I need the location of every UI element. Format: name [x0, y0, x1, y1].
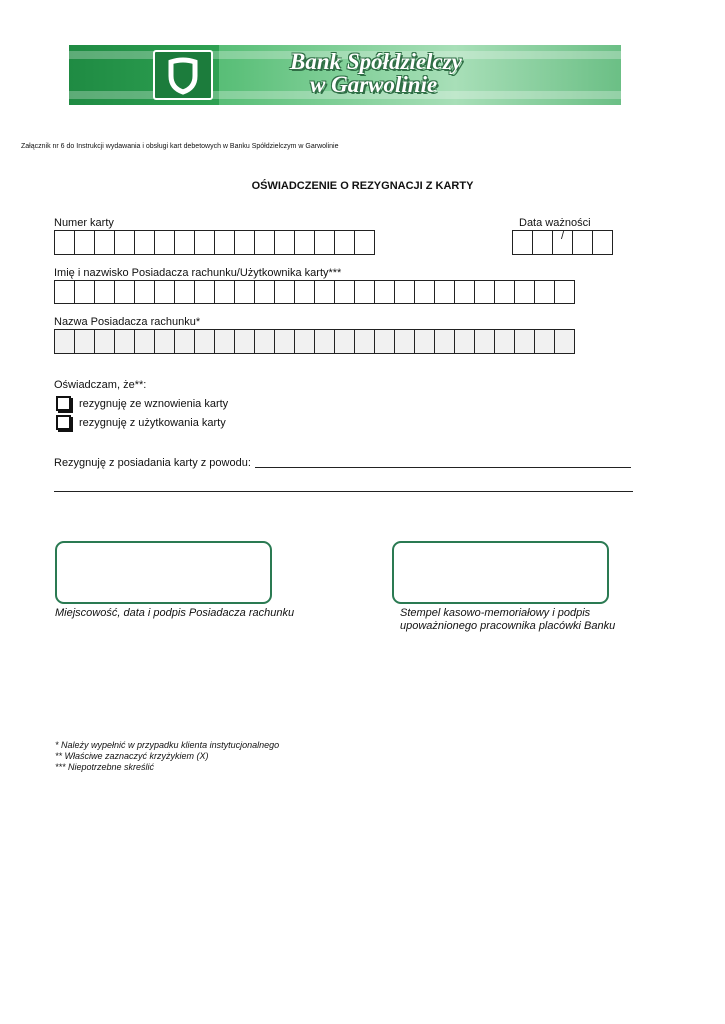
character-cell[interactable] — [175, 231, 195, 254]
footnote-2: ** Właściwe zaznaczyć krzyżykiem (X) — [55, 751, 209, 761]
document-title: OŚWIADCZENIE O REZYGNACJI Z KARTY — [251, 180, 474, 192]
option-usage[interactable] — [56, 415, 226, 430]
character-cell[interactable] — [415, 330, 435, 353]
bank-banner — [69, 45, 621, 105]
character-cell[interactable] — [255, 281, 275, 303]
card-number-field[interactable] — [54, 230, 375, 255]
character-cell[interactable] — [75, 330, 95, 353]
character-cell[interactable] — [555, 330, 575, 353]
character-cell[interactable] — [375, 330, 395, 353]
character-cell[interactable] — [515, 281, 535, 303]
character-cell[interactable] — [555, 281, 575, 303]
character-cell[interactable] — [375, 281, 395, 303]
character-cell[interactable] — [215, 231, 235, 254]
character-cell[interactable] — [235, 231, 255, 254]
reason-input-line[interactable] — [255, 467, 631, 468]
character-cell[interactable] — [535, 330, 555, 353]
character-cell[interactable] — [95, 281, 115, 303]
character-cell[interactable] — [315, 281, 335, 303]
character-cell[interactable] — [515, 330, 535, 353]
character-cell[interactable] — [435, 330, 455, 353]
character-cell[interactable] — [155, 330, 175, 353]
bank-stamp-caption-line1: Stempel kasowo-memoriałowy i podpis — [400, 607, 591, 619]
footnote-1: * Należy wypełnić w przypadku klienta instytucjonalnego — [55, 740, 280, 750]
character-cell[interactable] — [475, 281, 495, 303]
character-cell[interactable] — [255, 231, 275, 254]
expiry-label: Data ważności — [519, 217, 591, 229]
character-cell[interactable] — [75, 231, 95, 254]
character-cell[interactable] — [435, 281, 455, 303]
character-cell[interactable] — [195, 330, 215, 353]
holder-name-field[interactable] — [54, 280, 575, 304]
character-cell[interactable] — [573, 231, 593, 254]
option-renewal[interactable] — [56, 396, 228, 411]
character-cell[interactable] — [335, 231, 355, 254]
character-cell[interactable] — [215, 330, 235, 353]
bank-name-line2: w Garwolinie — [310, 72, 438, 97]
renewal-checkbox[interactable] — [56, 396, 71, 411]
character-cell[interactable] — [455, 281, 475, 303]
holder-signature-box[interactable] — [55, 541, 272, 604]
character-cell[interactable] — [95, 231, 115, 254]
character-cell[interactable] — [55, 281, 75, 303]
account-owner-field[interactable] — [54, 329, 575, 354]
character-cell[interactable] — [295, 330, 315, 353]
character-cell[interactable] — [235, 281, 255, 303]
character-cell[interactable] — [95, 330, 115, 353]
character-cell[interactable] — [135, 281, 155, 303]
character-cell[interactable] — [75, 281, 95, 303]
character-cell[interactable] — [295, 231, 315, 254]
holder-name-label: Imię i nazwisko Posiadacza rachunku/Użytkownika karty*** — [54, 267, 342, 279]
character-cell[interactable] — [155, 231, 175, 254]
character-cell[interactable] — [395, 281, 415, 303]
character-cell[interactable] — [195, 281, 215, 303]
character-cell[interactable] — [513, 231, 533, 254]
character-cell[interactable] — [255, 330, 275, 353]
character-cell[interactable] — [275, 281, 295, 303]
character-cell[interactable] — [55, 330, 75, 353]
character-cell[interactable] — [355, 330, 375, 353]
usage-checkbox[interactable] — [56, 415, 71, 430]
bank-stamp-caption-line2: upoważnionego pracownika placówki Banku — [400, 620, 616, 632]
reason-label: Rezygnuję z posiadania karty z powodu: — [54, 457, 251, 469]
character-cell[interactable] — [295, 281, 315, 303]
usage-label: rezygnuję z użytkowania karty — [79, 416, 226, 429]
bank-name-line1: Bank Spółdzielczy — [290, 49, 462, 74]
character-cell[interactable] — [135, 231, 155, 254]
card-number-label: Numer karty — [54, 217, 114, 229]
character-cell[interactable] — [275, 330, 295, 353]
character-cell[interactable] — [215, 281, 235, 303]
character-cell[interactable] — [535, 281, 555, 303]
footnote-3: *** Niepotrzebne skreślić — [55, 762, 155, 772]
character-cell[interactable] — [195, 231, 215, 254]
renewal-label: rezygnuję ze wznowienia karty — [79, 397, 229, 410]
character-cell[interactable] — [55, 231, 75, 254]
character-cell[interactable] — [355, 281, 375, 303]
character-cell[interactable] — [275, 231, 295, 254]
character-cell[interactable] — [415, 281, 435, 303]
character-cell[interactable] — [455, 330, 475, 353]
character-cell[interactable] — [155, 281, 175, 303]
character-cell[interactable] — [235, 330, 255, 353]
character-cell[interactable] — [495, 330, 515, 353]
character-cell[interactable] — [355, 231, 375, 254]
character-cell[interactable] — [115, 281, 135, 303]
shield-logo-icon — [153, 50, 213, 100]
character-cell[interactable] — [115, 330, 135, 353]
character-cell[interactable] — [395, 330, 415, 353]
holder-signature-caption: Miejscowość, data i podpis Posiadacza rachunku — [55, 607, 295, 619]
expiry-separator: / — [561, 230, 565, 242]
declare-label: Oświadczam, że**: — [54, 379, 147, 391]
character-cell[interactable] — [175, 330, 195, 353]
character-cell[interactable] — [315, 330, 335, 353]
character-cell[interactable] — [175, 281, 195, 303]
attachment-note: Załącznik nr 6 do Instrukcji wydawania i obsługi kart debetowych w Banku Spółdzielczym w Garwolinie — [21, 143, 339, 150]
bank-stamp-box[interactable] — [392, 541, 609, 604]
character-cell[interactable] — [533, 231, 553, 254]
character-cell[interactable] — [135, 330, 155, 353]
character-cell[interactable] — [593, 231, 613, 254]
character-cell[interactable] — [115, 231, 135, 254]
character-cell[interactable] — [335, 330, 355, 353]
reason-input-line-2[interactable] — [54, 491, 633, 492]
account-owner-label: Nazwa Posiadacza rachunku* — [54, 316, 201, 328]
character-cell[interactable] — [335, 281, 355, 303]
character-cell[interactable] — [495, 281, 515, 303]
character-cell[interactable] — [315, 231, 335, 254]
character-cell[interactable] — [475, 330, 495, 353]
